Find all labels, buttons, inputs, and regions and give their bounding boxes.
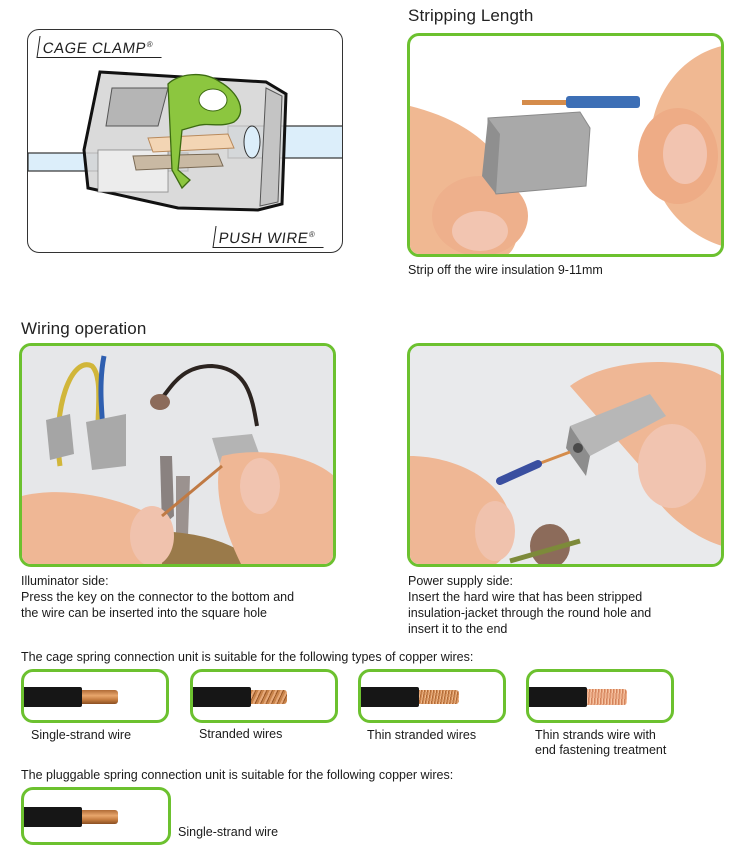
stripping-photo-illustration (410, 36, 722, 256)
power-supply-side-photo (407, 343, 724, 567)
wire-label-thin-stranded: Thin stranded wires (367, 728, 477, 742)
registered-mark: ® (146, 40, 154, 49)
wire-label-line-2: end fastening treatment (535, 743, 667, 757)
wire-label-line-1: Thin strands wire with (535, 728, 656, 742)
power-photo-illustration (410, 346, 722, 566)
illuminator-photo-illustration (22, 346, 334, 566)
wire-label-single-strand: Single-strand wire (31, 728, 132, 742)
wire-insulation (193, 687, 251, 707)
illuminator-caption (21, 573, 294, 621)
registered-mark: ® (308, 230, 316, 239)
wire-insulation (24, 687, 82, 707)
wire-copper-thin (419, 690, 459, 704)
wire-insulation (361, 687, 419, 707)
wire-thumb-pluggable-single-strand (21, 787, 171, 845)
power-line-3: insert it to the end (408, 622, 508, 636)
power-title: Power supply side: (408, 574, 513, 588)
wire-insulation (529, 687, 587, 707)
wire-thumb-thin-strands-fastened (526, 669, 674, 723)
cage-clamp-diagram (27, 29, 343, 253)
illuminator-line-2: the wire can be inserted into the square hole (21, 606, 267, 620)
stripping-length-heading: Stripping Length (408, 6, 534, 25)
wire-label-thin-strands-fastened (535, 728, 666, 758)
wire-thumb-thin-stranded (358, 669, 506, 723)
push-wire-text: PUSH WIRE (217, 230, 310, 247)
wire-copper-solid (82, 690, 118, 704)
cage-clamp-text: CAGE CLAMP (41, 40, 148, 57)
wire-copper-solid (82, 810, 118, 824)
wiring-operation-heading: Wiring operation (21, 319, 147, 338)
power-line-1: Insert the hard wire that has been stripped (408, 590, 643, 604)
stripping-caption: Strip off the wire insulation 9-11mm (408, 263, 603, 277)
pluggable-intro: The pluggable spring connection unit is suitable for the following copper wires: (21, 768, 454, 782)
wire-thumb-stranded (190, 669, 338, 723)
wire-label-pluggable-single-strand: Single-strand wire (178, 825, 279, 839)
wire-copper-fine (587, 689, 627, 705)
wire-insulation (24, 807, 82, 827)
push-wire-label (212, 226, 326, 248)
connector-cutaway-illustration (28, 30, 343, 253)
power-supply-caption (408, 573, 651, 637)
wire-label-stranded: Stranded wires (199, 727, 283, 741)
illuminator-line-1: Press the key on the connector to the bottom and (21, 590, 295, 604)
cage-spring-intro: The cage spring connection unit is suitable for the following types of copper wires: (21, 650, 474, 664)
stripping-photo (407, 33, 724, 257)
illuminator-side-photo (19, 343, 336, 567)
power-line-2: insulation-jacket through the round hole and (408, 606, 652, 620)
illuminator-title: Illuminator side: (21, 574, 109, 588)
wire-copper-stranded (251, 690, 287, 704)
wire-thumb-single-strand (21, 669, 169, 723)
cage-clamp-label (36, 36, 164, 58)
